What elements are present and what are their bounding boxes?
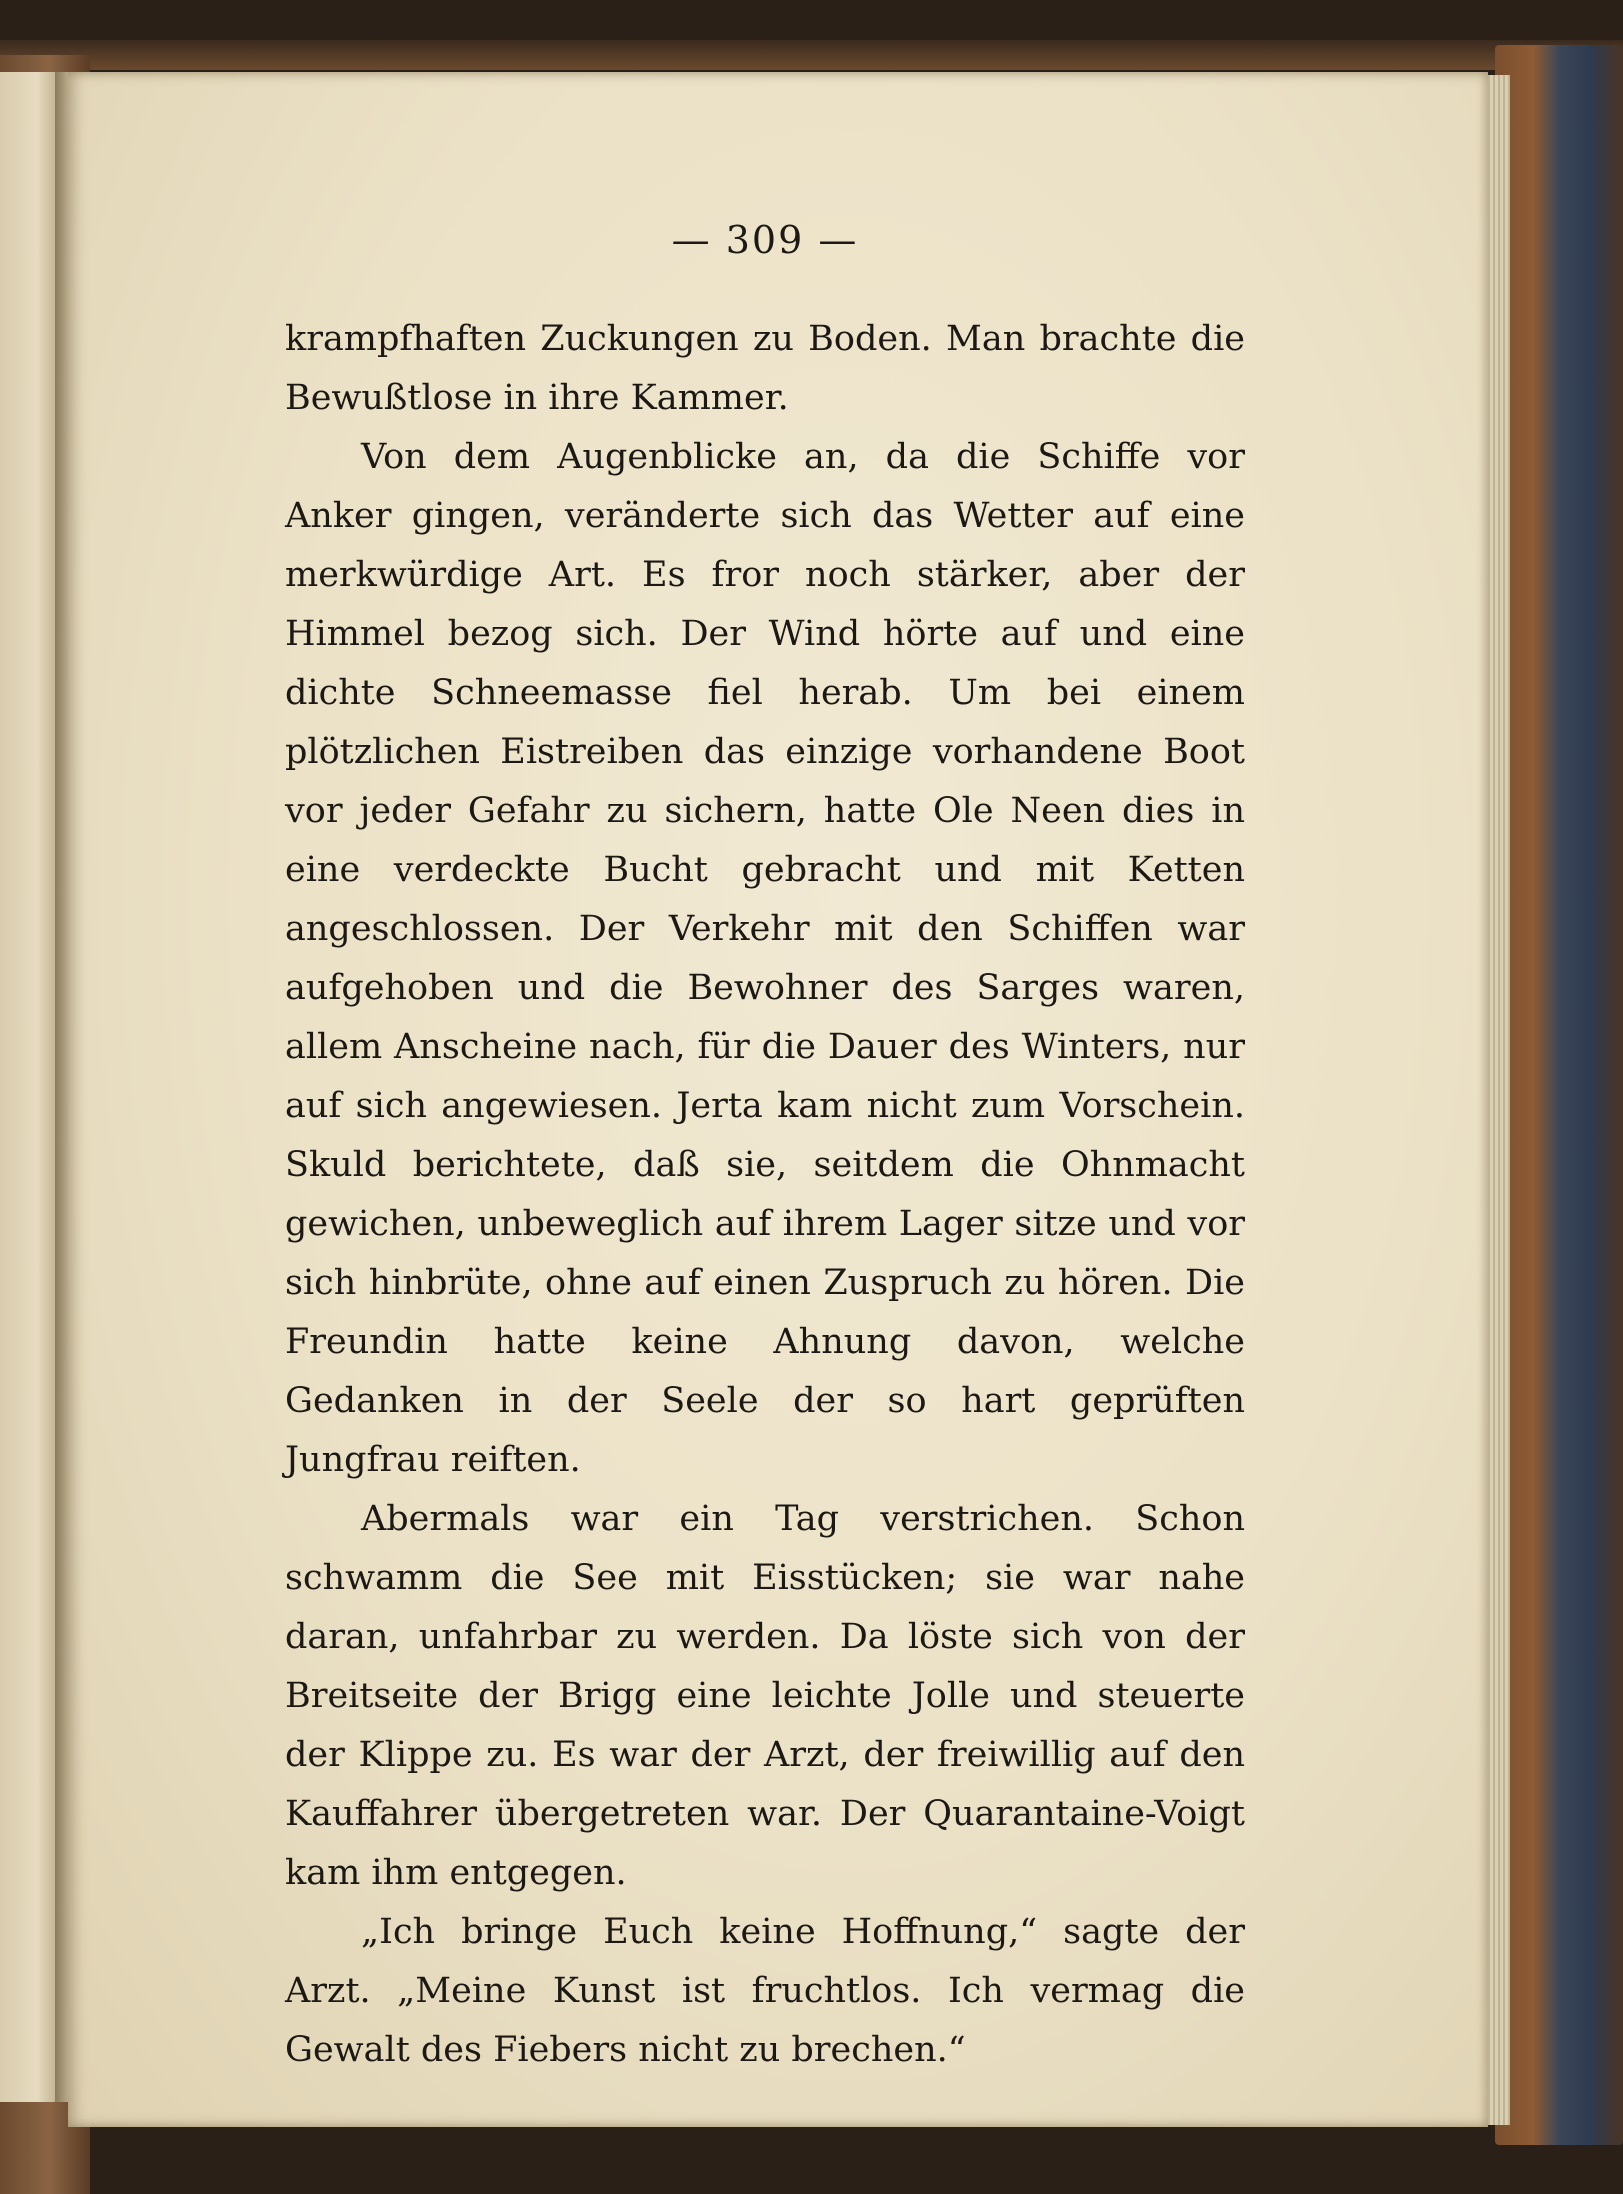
page-text bbox=[285, 310, 1245, 2080]
book-cover-right bbox=[1495, 45, 1623, 2145]
paragraph-4: „Ich bringe Euch keine Hoffnung,“ sagte der Arzt. „Meine Kunst ist fruchtlos. Ich vermag die Gewalt des Fiebers nicht zu brechen.“ bbox=[285, 1912, 1245, 2070]
paragraph-3: Abermals war ein Tag verstrichen. Schon schwamm die See mit Eisstücken; sie war nahe daran, unfahrbar zu werden. Da löste sich von der Breitseite der Brigg eine leichte Jolle und steuerte der Klippe zu. Es war der Arzt, der freiwillig auf den Kauffahrer übergetreten war. Der Quarantaine-Voigt kam ihm entgegen. bbox=[285, 1499, 1245, 1893]
page-number: — 309 — bbox=[671, 218, 859, 262]
left-page-edge bbox=[0, 72, 62, 2102]
paragraph-1: krampfhaften Zuckungen zu Boden. Man brachte die Bewußtlose in ihre Kammer. bbox=[285, 319, 1245, 418]
paragraph-2: Von dem Augenblicke an, da die Schiffe vor Anker gingen, veränderte sich das Wetter auf eine merkwürdige Art. Es fror noch stärker, aber der Himmel bezog sich. Der Wind hörte auf und eine dichte Schneemasse fiel herab. Um bei einem plötzlichen Eistreiben das einzige vorhandene Boot vor jeder Gefahr zu sichern, hatte Ole Neen dies in eine verdeckte Bucht gebracht und mit Ketten angeschlossen. Der Verkehr mit den Schiffen war aufgehoben und die Bewohner des Sarges waren, allem Anscheine nach, für die Dauer des Winters, nur auf sich angewiesen. Jerta kam nicht zum Vorschein. Skuld berichtete, daß sie, seitdem die Ohnmacht gewichen, unbeweglich auf ihrem Lager sitze und vor sich hinbrüte, ohne auf einen Zuspruch zu hören. Die Freundin hatte keine Ahnung davon, welche Gedanken in der Seele der so hart geprüften Jungfrau reiften. bbox=[285, 437, 1245, 1480]
book-cover-top bbox=[0, 40, 1623, 70]
